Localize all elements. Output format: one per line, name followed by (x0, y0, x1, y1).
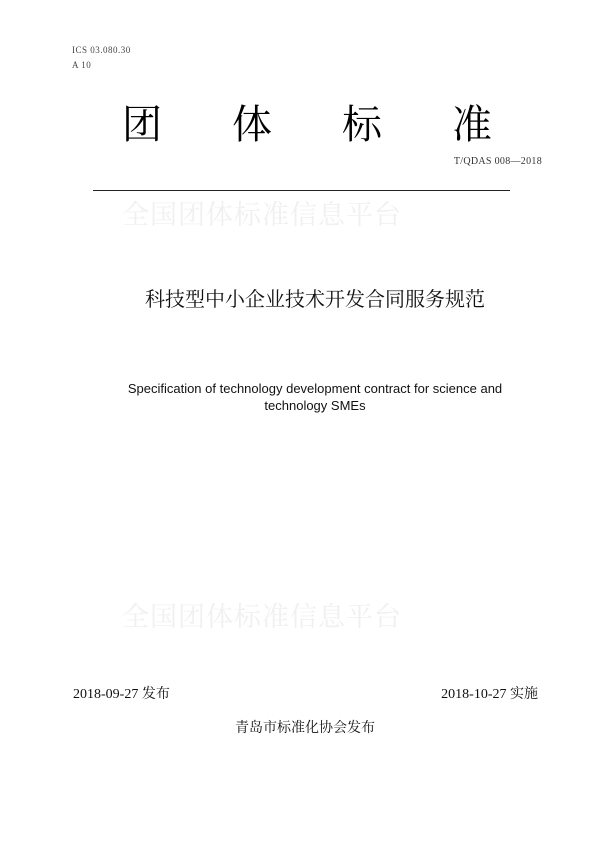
document-type-char: 体 (232, 101, 272, 148)
ics-code: ICS 03.080.30 (72, 45, 131, 55)
issue-date: 2018-09-27 发布 (73, 687, 170, 702)
header-divider (93, 190, 510, 191)
chinese-title: 科技型中小企业技术开发合同服务规范 (145, 287, 485, 311)
english-title-line-1: Specification of technology development contract for science and (127, 381, 503, 396)
document-type-char: 标 (342, 101, 382, 148)
implementation-date: 2018-10-27 实施 (441, 687, 538, 702)
document-type-char: 准 (452, 101, 492, 148)
ccs-code: A 10 (72, 60, 92, 70)
english-title (105, 380, 525, 414)
standard-number: T/QDAS 008—2018 (453, 156, 542, 167)
watermark-bottom: 全国团体标准信息平台 (122, 602, 402, 633)
document-type-heading (122, 96, 492, 146)
english-title-line-2: technology SMEs (264, 398, 366, 413)
publisher: 青岛市标准化协会发布 (235, 720, 375, 736)
document-type-char: 团 (122, 101, 162, 148)
watermark-top: 全国团体标准信息平台 (122, 200, 402, 231)
